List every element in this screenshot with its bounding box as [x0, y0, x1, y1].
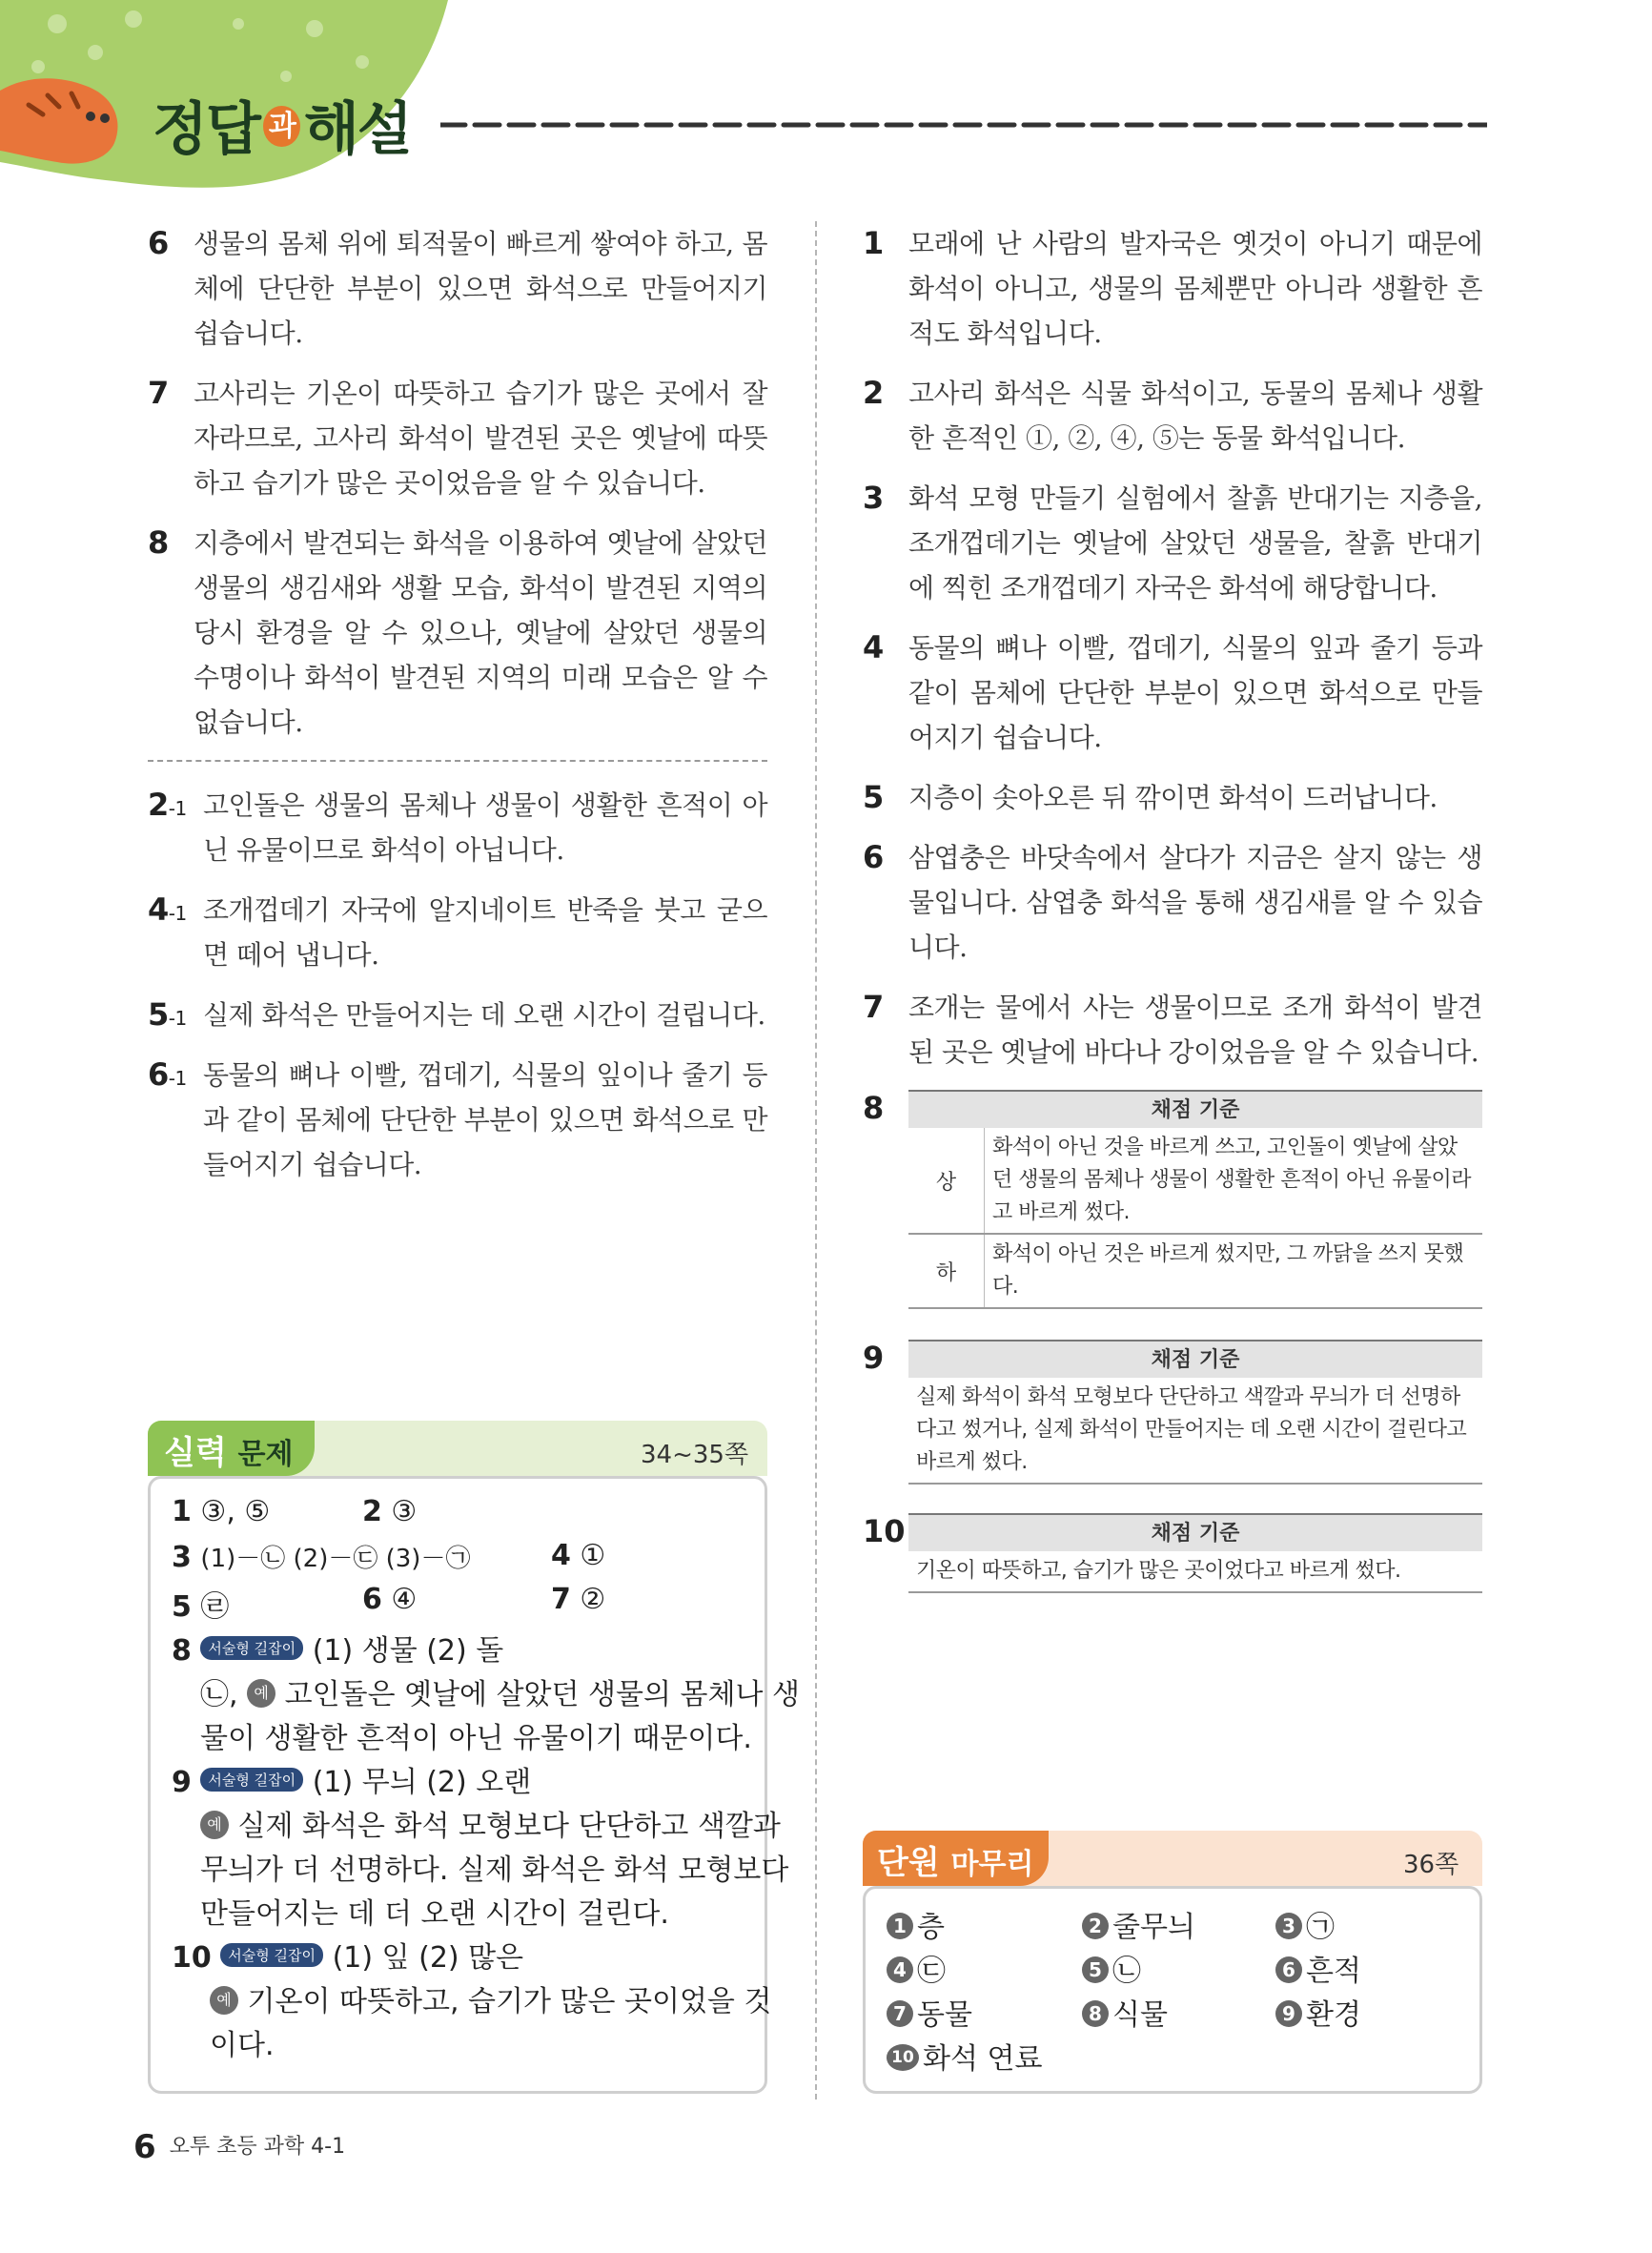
explanation-item [863, 775, 1482, 820]
grading-criterion: 화석이 아닌 것을 바르게 쓰고, 고인돌이 옛날에 살았던 생물의 몸체나 생물이 생활한 흔적이 아닌 유물이라고 바르게 썼다. [992, 1136, 1471, 1224]
explanation-item [148, 221, 767, 356]
title-part-a: 정답 [153, 96, 259, 163]
answer-line: 예 실제 화석은 화석 모형보다 단단하고 색깔과 [200, 1802, 781, 1844]
explanation-item [863, 476, 1482, 610]
item-number: 5 [863, 779, 884, 815]
page-title [153, 84, 411, 166]
review-answer: 10 화석 연료 [887, 2035, 1042, 2077]
grading-block-8 [863, 1090, 1482, 1309]
item-number: 7 [148, 375, 169, 411]
item-number: 10 [863, 1513, 906, 1549]
item-text: 생물의 몸체 위에 퇴적물이 빠르게 쌓여야 하고, 몸체에 단단한 부분이 있으면 화석으로 만들어지기 쉽습니다. [194, 228, 767, 349]
grading-table [908, 1340, 1482, 1485]
explanation-item [863, 371, 1482, 461]
descriptive-badge: 서술형 길잡이 [220, 1943, 323, 1967]
grading-table [908, 1090, 1482, 1309]
sub-explanation-item [148, 1053, 767, 1187]
item-number: 2-1 [148, 787, 187, 823]
review-answer: 7 동물 [887, 1991, 972, 2033]
item-text: 지층에서 발견되는 화석을 이용하여 옛날에 살았던 생물의 생김새와 생활 모습, 화석이 발견된 지역의 당시 환경을 알 수 있으나, 옛날에 살았던 생물의 수명이나 화석이 발견된 지역의 미래 모습은 알 수 없습니다. [194, 527, 767, 738]
item-text: 실제 화석은 만들어지는 데 오랜 시간이 걸립니다. [203, 999, 765, 1031]
item-text: 화석 모형 만들기 실험에서 찰흙 반대기는 지층을, 조개껍데기는 옛날에 살았던 생물을, 찰흙 반대기에 찍힌 조개껍데기 자국은 화석에 해당합니다. [908, 482, 1482, 604]
grading-block-10 [863, 1513, 1482, 1593]
practice-title: 실력 문제 [164, 1434, 294, 1472]
grading-row [908, 1235, 1482, 1309]
grading-table-header: 채점 기준 [908, 1090, 1482, 1128]
item-number: 8 [863, 1090, 885, 1126]
answer-line: 예 기온이 따뜻하고, 습기가 많은 곳이었을 것 [210, 1977, 771, 2019]
sub-explanation-item [148, 783, 767, 872]
book-title: 오투 초등 과학 4-1 [169, 2135, 346, 2159]
review-answer: 4 ㉢ [887, 1947, 946, 1989]
item-text: 고사리 화석은 식물 화석이고, 동물의 몸체나 생활한 흔적인 ①, ②, ④, ⑤는 동물 화석입니다. [908, 378, 1482, 454]
item-number: 6 [148, 225, 169, 261]
example-icon: 예 [200, 1811, 229, 1839]
item-number: 1 [863, 225, 884, 261]
explanation-item [863, 221, 1482, 356]
answer-row: 3 (1)－㉡ (2)－㉢ (3)－㉠ [172, 1541, 471, 1574]
answer-row: 10 서술형 길잡이 (1) 잎 (2) 많은 [172, 1941, 524, 1975]
item-number: 8 [148, 524, 169, 561]
review-answer: 5 ㉡ [1082, 1947, 1141, 1989]
item-text: 동물의 뼈나 이빨, 껍데기, 식물의 잎이나 줄기 등과 같이 몸체에 단단한 부분이 있으면 화석으로 만들어지기 쉽습니다. [203, 1059, 767, 1180]
item-number: 9 [863, 1340, 885, 1376]
explanation-item [863, 985, 1482, 1075]
item-text: 조개껍데기 자국에 알지네이트 반죽을 붓고 굳으면 떼어 냅니다. [203, 894, 767, 971]
answer-row: 5 ㉣ [172, 1590, 230, 1624]
review-answer: 8 식물 [1082, 1991, 1168, 2033]
grading-block-9 [863, 1340, 1482, 1485]
item-number: 5-1 [148, 996, 187, 1033]
review-pages: 36쪽 [1403, 1851, 1459, 1879]
item-text: 동물의 뼈나 이빨, 껍데기, 식물의 잎과 줄기 등과 같이 몸체에 단단한 부분이 있으면 화석으로 만들어지기 쉽습니다. [908, 632, 1482, 753]
grading-criterion: 화석이 아닌 것은 바르게 썼지만, 그 까닭을 쓰지 못했다. [992, 1242, 1464, 1299]
title-part-c: 해설 [303, 96, 411, 163]
grading-table [908, 1513, 1482, 1593]
answer-row: 1 ③, ⑤ [172, 1495, 271, 1528]
item-number: 2 [863, 375, 884, 411]
grading-level: 하 [908, 1235, 985, 1307]
page-number: 6 [133, 2128, 156, 2166]
explanation-item [148, 371, 767, 505]
answer-line: 물이 생활한 흔적이 아닌 유물이기 때문이다. [200, 1722, 752, 1755]
grading-criterion: 실제 화석이 화석 모형보다 단단하고 색깔과 무늬가 더 선명하다고 썼거나, 실제 화석이 만들어지는 데 오랜 시간이 걸린다고 바르게 썼다. [908, 1378, 1482, 1485]
descriptive-badge: 서술형 길잡이 [200, 1768, 303, 1792]
review-answer: 6 흔적 [1275, 1947, 1361, 1989]
column-divider [815, 221, 817, 2099]
descriptive-badge: 서술형 길잡이 [200, 1636, 303, 1660]
item-number: 3 [863, 480, 884, 516]
section-divider [148, 760, 767, 762]
answer-row: 6 ④ [362, 1583, 418, 1616]
item-text: 고인돌은 생물의 몸체나 생물이 생활한 흔적이 아닌 유물이므로 화석이 아닙니다. [203, 789, 767, 866]
practice-pages: 34~35쪽 [641, 1441, 749, 1469]
item-text: 지층이 솟아오른 뒤 깎이면 화석이 드러납니다. [908, 782, 1438, 813]
item-number: 4 [863, 629, 884, 666]
answer-line: 무늬가 더 선명하다. 실제 화석은 화석 모형보다 [200, 1854, 789, 1887]
grading-level: 상 [908, 1128, 985, 1233]
page-footer [133, 2128, 345, 2166]
item-text: 조개는 물에서 사는 생물이므로 조개 화석이 발견된 곳은 옛날에 바다나 강이었음을 알 수 있습니다. [908, 992, 1482, 1068]
answer-row: 8 서술형 길잡이 (1) 생물 (2) 돌 [172, 1634, 504, 1668]
item-number: 6 [863, 839, 884, 875]
explanation-item [148, 521, 767, 745]
grading-criterion: 기온이 따뜻하고, 습기가 많은 곳이었다고 바르게 썼다. [908, 1551, 1482, 1593]
answer-row: 7 ② [551, 1583, 606, 1616]
example-icon: 예 [210, 1986, 238, 2015]
answer-row: 9 서술형 길잡이 (1) 무늬 (2) 오랜 [172, 1766, 532, 1799]
review-answer: 2 줄무늬 [1082, 1903, 1195, 1945]
item-number: 7 [863, 989, 884, 1025]
item-text: 삼엽충은 바닷속에서 살다가 지금은 살지 않는 생물입니다. 삼엽충 화석을 통해 생김새를 알 수 있습니다. [908, 842, 1482, 963]
answer-row: 2 ③ [362, 1495, 418, 1528]
item-text: 고사리는 기온이 따뜻하고 습기가 많은 곳에서 잘 자라므로, 고사리 화석이 발견된 곳은 옛날에 따뜻하고 습기가 많은 곳이었음을 알 수 있습니다. [194, 378, 767, 499]
grading-table-header: 채점 기준 [908, 1340, 1482, 1378]
item-number: 6-1 [148, 1056, 187, 1093]
review-title: 단원 마무리 [877, 1844, 1034, 1882]
explanation-item [863, 835, 1482, 970]
sub-explanation-item [148, 888, 767, 977]
title-part-b: 과 [263, 106, 300, 147]
review-answer: 1 층 [887, 1903, 945, 1945]
item-text: 모래에 난 사람의 발자국은 옛것이 아니기 때문에 화석이 아니고, 생물의 몸체뿐만 아니라 생활한 흔적도 화석입니다. [908, 228, 1482, 349]
answer-line: 만들어지는 데 더 오랜 시간이 걸린다. [200, 1897, 669, 1931]
example-icon: 예 [247, 1679, 275, 1708]
review-answer: 9 환경 [1275, 1991, 1361, 2033]
right-column [863, 221, 1482, 1616]
review-answer: 3 ㉠ [1275, 1903, 1335, 1945]
answer-row: 4 ① [551, 1539, 606, 1572]
explanation-item [863, 625, 1482, 760]
answer-line: 이다. [210, 2029, 275, 2062]
grading-row [908, 1128, 1482, 1235]
answer-line: ㉡, 예 고인돌은 옛날에 살았던 생물의 몸체나 생 [200, 1678, 800, 1711]
left-column [148, 221, 767, 1202]
item-number: 4-1 [148, 891, 187, 928]
grading-table-header: 채점 기준 [908, 1513, 1482, 1551]
sub-explanation-item [148, 993, 767, 1037]
header-dash-line [440, 118, 1487, 132]
